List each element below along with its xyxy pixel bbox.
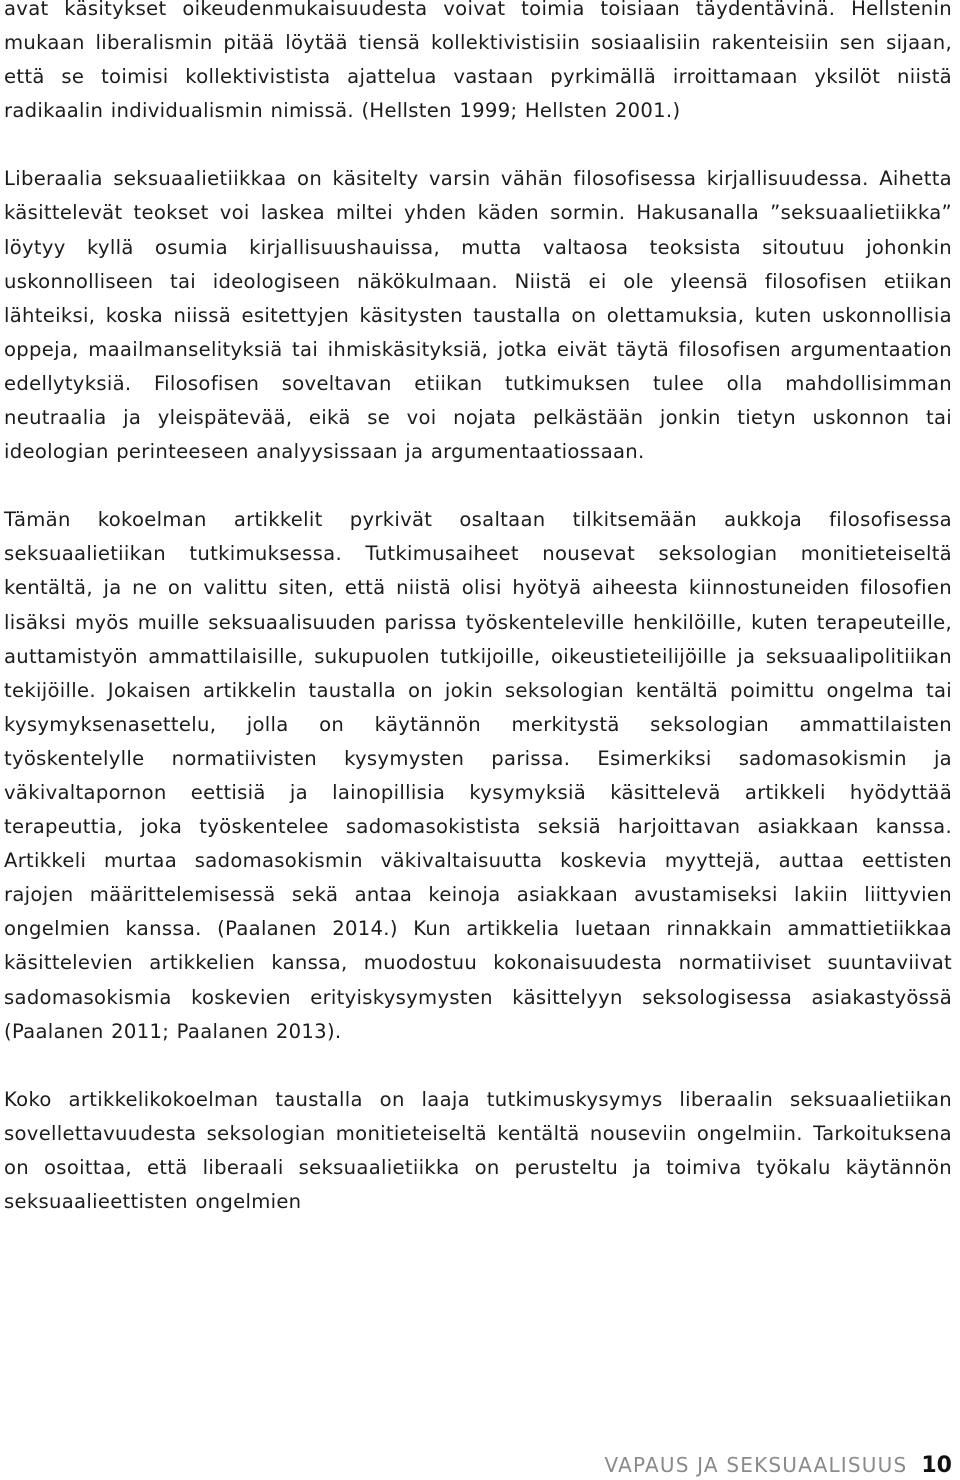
paragraph-2: Liberaalia seksuaalietiikkaa on käsitelty varsin vähän filosofisessa kirjallisuudessa. Aihetta käsittelevät teokset voi laskea miltei yhden käden sormin. Hakusanalla ”seksuaalietiikka” löytyy kyllä osumia kirjallisuushauissa, mutta valtaosa teoksista sitoutuu johonkin uskonnolliseen tai ideologiseen näkökulmaan. Niistä ei ole yleensä filosofisen etiikan lähteiksi, koska niissä esitettyjen käsitysten taustalla on olettamuksia, kuten uskonnollisia oppeja, maailmanselityksiä tai ihmiskäsityksiä, jotka eivät täytä filosofisen argumentaation edellytyksiä. Filosofisen soveltavan etiikan tutkimuksen tulee olla mahdollisimman neutraalia ja yleispätevää, eikä se voi nojata pelkästään jonkin tietyn uskonnon tai ideologian perinteeseen analyysissaan ja argumentaatiossaan. bbox=[4, 167, 952, 464]
paragraph-3: Tämän kokoelman artikkelit pyrkivät osaltaan tilkitsemään aukkoja filosofisessa seksuaalietiikan tutkimuksessa. Tutkimusaiheet nousevat seksologian monitieteiseltä kentältä, ja ne on valittu siten, että niistä olisi hyötyä aiheesta kiinnostuneiden filosofien lisäksi myös muille seksuaalisuuden parissa työskenteleville henkilöille, kuten terapeuteille, auttamistyön ammattilaisille, sukupuolen tutkijoille, oikeustieteilijöille ja seksuaalipolitiikan tekijöille. Jokaisen artikkelin taustalla on jokin seksologian kentältä poimittu ongelma tai kysymyksenasettelu, jolla on käytännön merkitystä seksologian ammattilaisten työskentelylle normatiivisten kysymysten parissa. Esimerkiksi sadomasokismin ja väkivaltapornon eettisiä ja lainopillisia kysymyksiä käsittelevä artikkeli hyödyttää terapeuttia, joka työskentelee sadomasokistista seksiä harjoittavan asiakkaan kanssa. Artikkeli murtaa sadomasokismin väkivaltaisuutta koskevia myyttejä, auttaa eettisten rajojen määrittelemisessä sekä antaa keinoja asiakkaan avustamiseksi lakiin liittyvien ongelmien kanssa. (Paalanen 2014.) Kun artikkelia luetaan rinnakkain ammattietiikkaa käsittelevien artikkelien kanssa, muodostuu kokonaisuudesta normatiiviset suuntaviivat sadomasokismia koskevien erityiskysymysten käsittelyyn seksologisessa asiakastyössä (Paalanen 2011; Paalanen 2013). bbox=[4, 508, 952, 1043]
document-body bbox=[4, 0, 952, 1253]
running-footer-title: VAPAUS JA SEKSUAALISUUS bbox=[604, 1453, 908, 1477]
paragraph-4: Koko artikkelikokoelman taustalla on laaja tutkimuskysymys liberaalin seksuaalietiikan sovellettavuudesta seksologian monitieteiseltä kentältä nouseviin ongelmiin. Tarkoituksena on osoittaa, että liberaali seksuaalietiikka on perusteltu ja toimiva työkalu käytännön seksuaalieettisten ongelmien bbox=[4, 1087, 952, 1213]
paragraph-1: avat käsitykset oikeudenmukaisuudesta voivat toimia toisiaan täydentävinä. Hellstenin mukaan liberalismin pitää löytää tiensä kollektivistisiin sosiaalisiin rakenteisiin sen sijaan, että se toimisi kollektivistista ajattelua vastaan pyrkimällä irroittamaan yksilöt niistä radikaalin individualismin nimissä. (Hellsten 1999; Hellsten 2001.) bbox=[4, 0, 952, 123]
page-footer bbox=[605, 1453, 952, 1478]
page-number: 10 bbox=[921, 1453, 952, 1478]
